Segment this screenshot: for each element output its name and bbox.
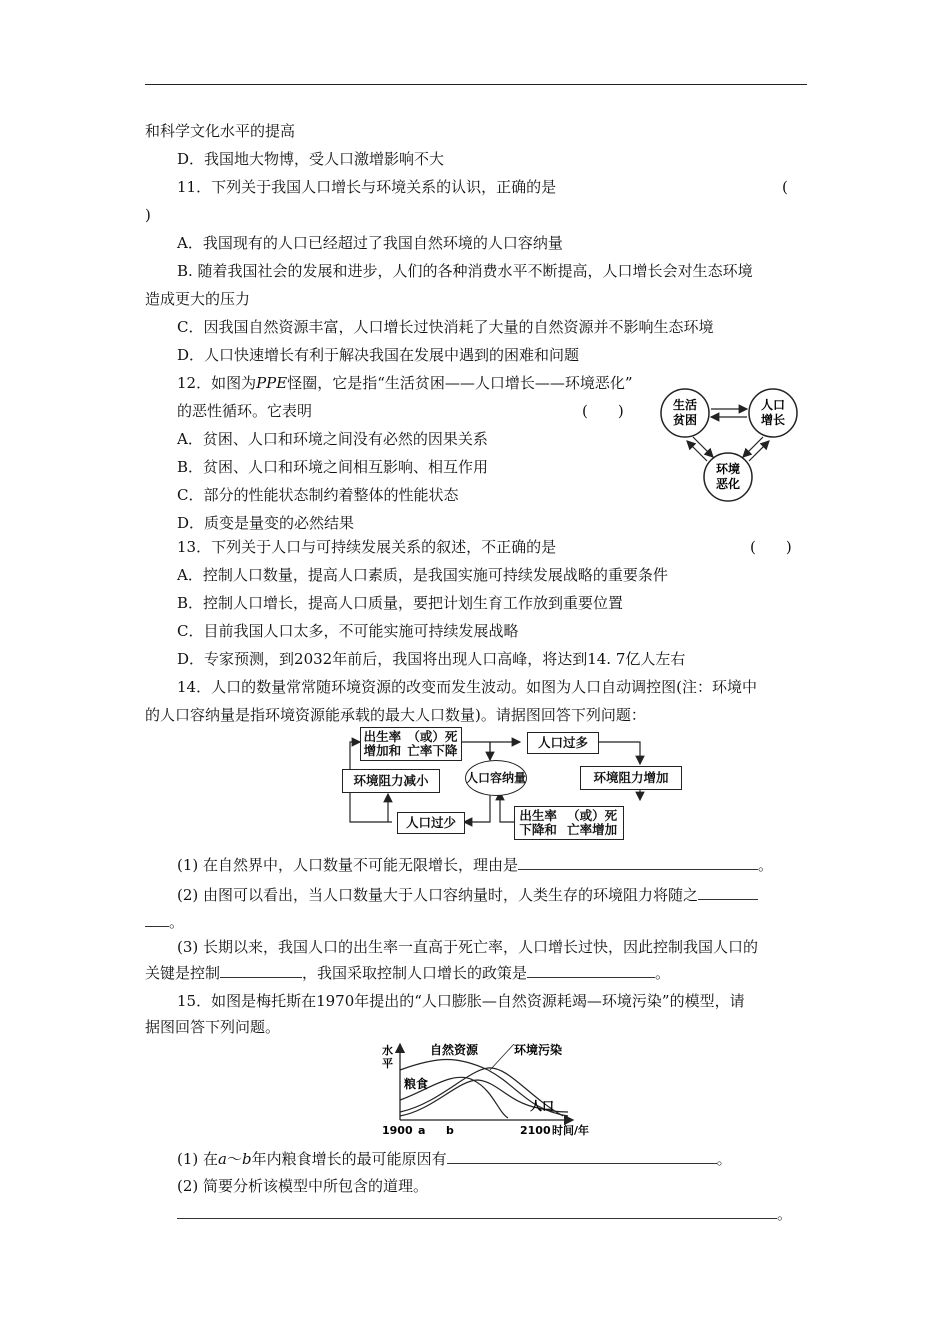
text-line: 和科学文化水平的提高 <box>145 122 296 140</box>
blank-3[interactable] <box>220 963 302 978</box>
series-label-food: 粮食 <box>404 1077 429 1091</box>
x-tick-1900: 1900 <box>382 1124 413 1137</box>
blank-1[interactable] <box>518 855 758 870</box>
answer-paren-open: ( <box>782 178 788 196</box>
question-15: 15．如图是梅托斯在1970年提出的“人口膨胀—自然资源耗竭—环境污染”的模型，请 <box>177 992 745 1010</box>
answer-line: 。 <box>177 1204 792 1224</box>
question-15-cont: 据图回答下列问题。 <box>145 1018 281 1036</box>
meadows-model-chart <box>378 1040 608 1140</box>
option-a: A．控制人口数量，提高人口素质，是我国实施可持续发展战略的重要条件 <box>177 566 668 584</box>
option-a: A．我国现有的人口已经超过了我国自然环境的人口容纳量 <box>177 234 563 252</box>
question-13: 13．下列关于人口与可持续发展关系的叙述，不正确的是 <box>177 538 557 556</box>
answer-paren: ( ) <box>750 538 792 556</box>
question-14-cont: 的人口容纳量是指环境资源能承载的最大人口数量)。请据图回答下列问题： <box>145 706 646 724</box>
ppe-cycle-diagram <box>655 385 805 505</box>
chart-ylabel-2: 平 <box>382 1057 393 1070</box>
answer-paren: ( ) <box>582 402 624 420</box>
sub-question-1: (1) 在自然界中，人口数量不可能无限增长，理由是 。 <box>177 856 774 874</box>
blank-5[interactable] <box>447 1149 717 1164</box>
option-d: D．我国地大物博，受人口激增影响不大 <box>177 150 445 168</box>
series-label-population: 人口 <box>530 1099 555 1113</box>
ppe-node-environment: 环境 <box>715 462 741 476</box>
x-tick-b: b <box>446 1124 454 1137</box>
x-tick-2100: 2100 <box>520 1124 551 1137</box>
series-label-resources: 自然资源 <box>430 1043 479 1057</box>
box-env-resistance-up: 环境阻力增加 <box>580 766 682 790</box>
ppe-node-poverty-2: 贫困 <box>672 413 698 427</box>
question-12: 12．如图为PPE怪圈，它是指“生活贫困——人口增长——环境恶化” <box>177 374 633 392</box>
option-b: B．控制人口增长，提高人口质量，要把计划生育工作放到重要位置 <box>177 594 624 612</box>
sub-question-3: (3) 长期以来，我国人口的出生率一直高于死亡率，人口增长过快，因此控制我国人口的 <box>177 938 759 956</box>
sub-question-2: (2) 简要分析该模型中所包含的道理。 <box>177 1177 429 1195</box>
option-b: B. 随着我国社会的发展和进步，人们的各种消费水平不断提高，人口增长会对生态环境 <box>177 262 753 280</box>
box-population-excess: 人口过多 <box>527 732 599 754</box>
chart-ylabel: 水 <box>382 1044 393 1057</box>
sub-question-3-cont: 关键是控制 ，我国采取控制人口增长的政策是 。 <box>145 964 671 982</box>
box-env-resistance-down: 环境阻力减小 <box>342 769 440 793</box>
option-c: C．部分的性能状态制约着整体的性能状态 <box>177 486 459 504</box>
sub-question-1: (1) 在a～b年内粮食增长的最可能原因有 。 <box>177 1150 732 1168</box>
sub-question-2-cont: 。 <box>145 912 184 932</box>
option-d: D．专家预测，到2032年前后，我国将出现人口高峰，将达到14. 7亿人左右 <box>177 650 686 668</box>
x-tick-a: a <box>418 1124 426 1137</box>
option-d: D．质变是量变的必然结果 <box>177 514 355 532</box>
blank-4[interactable] <box>527 963 655 978</box>
option-a: A．贫困、人口和环境之间没有必然的因果关系 <box>177 430 488 448</box>
header-rule <box>145 84 807 85</box>
blank-2[interactable] <box>698 885 758 900</box>
question-11: 11．下列关于我国人口增长与环境关系的认识，正确的是 <box>177 178 557 196</box>
blank-6[interactable] <box>177 1204 777 1219</box>
question-12-cont: 的恶性循环。它表明 <box>177 402 313 420</box>
box-population-few: 人口过少 <box>397 812 465 834</box>
sub-question-2: (2) 由图可以看出，当人口数量大于人口容纳量时，人类生存的环境阻力将随之 <box>177 885 758 905</box>
option-d: D．人口快速增长有利于解决我国在发展中遇到的困难和问题 <box>177 346 580 364</box>
series-label-pollution: 环境污染 <box>514 1043 563 1057</box>
chart-xlabel: 时间/年 <box>552 1124 590 1137</box>
ppe-node-poverty: 生活 <box>672 398 698 412</box>
answer-paren-close: ) <box>145 206 151 224</box>
ppe-node-population: 人口 <box>760 398 786 412</box>
blank-2b[interactable] <box>145 912 169 927</box>
node-capacity: 人口 容纳量 <box>465 760 527 796</box>
box-birth-increase: 出生率增加和 （或）死亡率下降 <box>360 727 462 761</box>
option-b-cont: 造成更大的压力 <box>145 290 251 308</box>
ppe-node-environment-2: 恶化 <box>715 477 741 491</box>
question-14: 14．人口的数量常常随环境资源的改变而发生波动。如图为人口自动调控图(注：环境中 <box>177 678 757 696</box>
option-c: C．目前我国人口太多，不可能实施可持续发展战略 <box>177 622 519 640</box>
option-c: C．因我国自然资源丰富，人口增长过快消耗了大量的自然资源并不影响生态环境 <box>177 318 714 336</box>
box-birth-decrease: 出生率下降和 （或）死亡率增加 <box>514 806 624 840</box>
ppe-node-population-2: 增长 <box>760 413 786 427</box>
option-b: B．贫困、人口和环境之间相互影响、相互作用 <box>177 458 489 476</box>
